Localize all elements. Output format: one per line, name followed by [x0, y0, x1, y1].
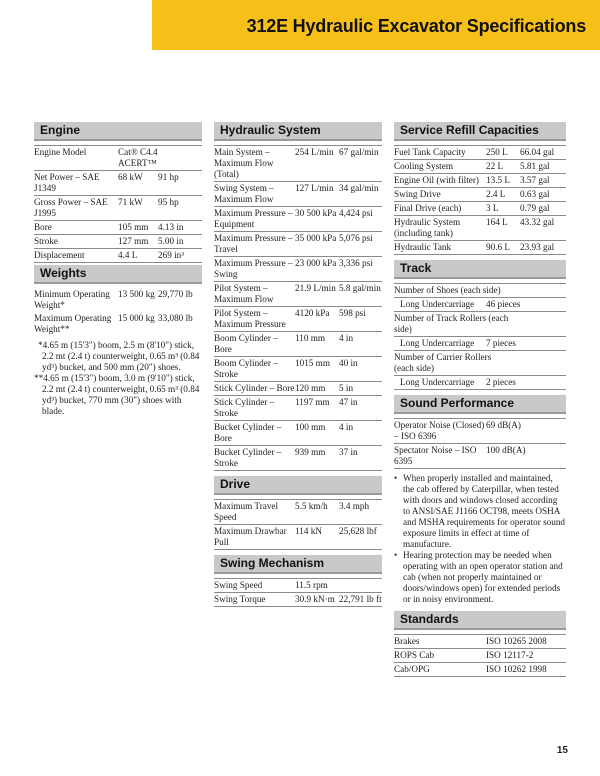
weights-notes — [34, 340, 202, 417]
row-value: 69 dB(A) — [486, 420, 521, 430]
row-value: 5.81 gal — [520, 161, 550, 171]
engine-section — [34, 122, 202, 263]
table-row — [394, 284, 566, 298]
table-row — [214, 446, 382, 471]
row-label: Maximum Pressure – Equipment — [214, 208, 293, 229]
row-value: 90.6 L — [486, 242, 510, 252]
row-value: 7 pieces — [486, 338, 516, 348]
table-row — [34, 171, 202, 196]
row-label: Long Undercarriage — [400, 377, 475, 387]
row-label: Swing Drive — [394, 189, 441, 199]
row-value: 22 L — [486, 161, 504, 171]
row-value: 1197 mm — [295, 397, 330, 407]
row-label: Swing System – Maximum Flow — [214, 183, 274, 204]
table-row — [34, 221, 202, 235]
row-label: Bucket Cylinder – Stroke — [214, 447, 282, 468]
row-value: 1015 mm — [295, 358, 330, 368]
sound-notes — [394, 473, 566, 605]
table-row — [394, 160, 566, 174]
row-value: 5.00 in — [158, 236, 184, 246]
row-value: 254 L/min — [295, 147, 334, 157]
row-value: ISO 12117-2 — [486, 650, 534, 660]
row-value: 3.57 gal — [520, 175, 550, 185]
table-row — [214, 421, 382, 446]
row-label: Swing Torque — [214, 594, 266, 604]
standards-section — [394, 611, 566, 677]
row-value — [158, 147, 202, 169]
swing-table — [214, 578, 382, 607]
row-value: 15 000 kg — [118, 313, 155, 323]
row-label: Maximum Operating Weight** — [34, 313, 112, 334]
table-row — [34, 146, 202, 171]
row-value: 127 mm — [118, 236, 149, 246]
engine-header: Engine — [34, 122, 202, 141]
row-value: 33,080 lb — [158, 313, 193, 323]
row-value: 23 000 kPa — [295, 258, 337, 268]
row-value: 2 pieces — [486, 377, 516, 387]
table-row — [214, 579, 382, 593]
table-row — [214, 382, 382, 396]
table-row — [34, 235, 202, 249]
row-label: Engine Oil (with filter) — [394, 175, 479, 185]
table-row — [214, 396, 382, 421]
weights-note: *4.65 m (15'3") boom, 2.5 m (8'10") stick, 2.2 mt (2.4 t) counterweight, 0.65 m³ (0.84 yd³) bucket, and 500 mm (20") shoes. — [38, 340, 200, 372]
row-label: Bore — [34, 222, 52, 232]
drive-table — [214, 499, 382, 550]
row-value: 30 500 kPa — [295, 208, 337, 218]
row-label: Number of Shoes (each side) — [394, 285, 501, 295]
hydraulic-header: Hydraulic System — [214, 122, 382, 141]
row-label: Pilot System – Maximum Pressure — [214, 308, 286, 329]
swing-header: Swing Mechanism — [214, 555, 382, 574]
row-value: 269 in³ — [158, 250, 184, 260]
column-left — [34, 122, 202, 417]
table-row — [214, 500, 382, 525]
table-row — [394, 419, 566, 444]
table-row — [394, 351, 566, 376]
row-value: 114 kN — [295, 526, 322, 536]
row-label: Cab/OPG — [394, 664, 430, 674]
table-row — [394, 649, 566, 663]
row-label: Spectator Noise – ISO 6395 — [394, 445, 477, 466]
table-row — [214, 307, 382, 332]
row-value — [511, 285, 566, 296]
row-label: Long Undercarriage — [400, 299, 475, 309]
swing-section — [214, 555, 382, 607]
weights-table — [34, 288, 202, 336]
table-row — [214, 207, 382, 232]
row-value: 3.4 mph — [339, 501, 370, 511]
row-value: 91 hp — [158, 172, 179, 182]
row-value: 4 in — [339, 333, 354, 343]
table-row — [34, 196, 202, 221]
table-row — [34, 288, 202, 312]
row-value: 30.9 kN·m — [295, 594, 335, 604]
sound-section — [394, 395, 566, 605]
table-row — [394, 174, 566, 188]
table-row — [214, 332, 382, 357]
standards-header: Standards — [394, 611, 566, 630]
row-value: 3,336 psi — [339, 258, 373, 268]
row-value: 100 dB(A) — [486, 445, 526, 455]
refill-table — [394, 145, 566, 255]
row-label: Bucket Cylinder – Bore — [214, 422, 282, 443]
row-value: 5,076 psi — [339, 233, 373, 243]
row-value: 4,424 psi — [339, 208, 373, 218]
table-row — [394, 146, 566, 160]
row-value: 4.13 in — [158, 222, 184, 232]
row-value: 35 000 kPa — [295, 233, 337, 243]
row-label: Maximum Pressure – Travel — [214, 233, 293, 254]
row-label: Stroke — [34, 236, 58, 246]
weights-header: Weights — [34, 265, 202, 284]
track-section — [394, 260, 566, 390]
table-row — [394, 216, 566, 241]
row-label: Boom Cylinder – Bore — [214, 333, 278, 354]
row-label: Boom Cylinder – Stroke — [214, 358, 278, 379]
row-value: 3 L — [486, 203, 499, 213]
table-row — [214, 593, 382, 607]
refill-section — [394, 122, 566, 255]
row-value: Cat® C4.4 ACERT™ — [118, 147, 158, 168]
table-row — [394, 188, 566, 202]
row-value: 23.93 gal — [520, 242, 555, 252]
row-label: Brakes — [394, 636, 420, 646]
row-value — [511, 313, 566, 335]
row-value: 120 mm — [295, 383, 326, 393]
row-value: 164 L — [486, 217, 508, 227]
hydraulic-table — [214, 145, 382, 471]
row-value: 0.63 gal — [520, 189, 550, 199]
row-label: Net Power – SAE J1349 — [34, 172, 100, 193]
table-row — [394, 312, 566, 337]
table-row — [394, 635, 566, 649]
standards-table — [394, 634, 566, 677]
row-label: Pilot System – Maximum Flow — [214, 283, 274, 304]
row-label: ROPS Cab — [394, 650, 435, 660]
row-value: 105 mm — [118, 222, 149, 232]
row-value — [339, 580, 382, 591]
table-row — [394, 241, 566, 255]
weights-note: **4.65 m (15'3") boom, 3.0 m (9'10") stick, 2.2 mt (2.4 t) counterweight, 0.65 m³ (0.84 yd³) bucket, 770 mm (30") shoes with blade. — [34, 373, 200, 416]
row-label: Final Drive (each) — [394, 203, 462, 213]
weights-section — [34, 265, 202, 417]
row-value: 0.79 gal — [520, 203, 550, 213]
table-row — [34, 312, 202, 336]
hydraulic-section — [214, 122, 382, 471]
row-value: 46 pieces — [486, 299, 521, 309]
row-label: Hydraulic System (including tank) — [394, 217, 461, 238]
sound-note: • Hearing protection may be needed when operating with an open operator station and cab (when not properly maintained or doors/windows open) for extended periods or in noisy environment. — [394, 550, 566, 605]
row-value: 37 in — [339, 447, 358, 457]
row-label: Number of Track Rollers (each side) — [394, 313, 509, 334]
drive-section — [214, 476, 382, 550]
row-label: Cooling System — [394, 161, 453, 171]
row-label: Fuel Tank Capacity — [394, 147, 466, 157]
title-banner — [152, 0, 600, 50]
column-middle — [214, 122, 382, 607]
table-row — [214, 282, 382, 307]
row-label: Maximum Drawbar Pull — [214, 526, 287, 547]
row-value: 250 L — [486, 147, 508, 157]
row-label: Swing Speed — [214, 580, 263, 590]
table-row — [214, 182, 382, 207]
engine-table — [34, 145, 202, 263]
table-row — [214, 257, 382, 282]
row-label: Displacement — [34, 250, 85, 260]
page-number: 15 — [556, 745, 568, 756]
row-value: 34 gal/min — [339, 183, 379, 193]
row-label: Hydraulic Tank — [394, 242, 452, 252]
row-label: Maximum Travel Speed — [214, 501, 279, 522]
row-value: 67 gal/min — [339, 147, 379, 157]
row-value: 11.5 rpm — [295, 580, 328, 590]
row-value: 43.32 gal — [520, 217, 555, 227]
table-row — [394, 298, 566, 312]
track-header: Track — [394, 260, 566, 279]
row-value: 47 in — [339, 397, 358, 407]
row-value: 40 in — [339, 358, 358, 368]
row-label: Stick Cylinder – Stroke — [214, 397, 275, 418]
sound-header: Sound Performance — [394, 395, 566, 414]
row-value: ISO 10262 1998 — [486, 664, 547, 674]
table-row — [214, 146, 382, 182]
table-row — [394, 663, 566, 677]
row-value: 939 mm — [295, 447, 326, 457]
row-value: 29,770 lb — [158, 289, 193, 299]
table-row — [34, 249, 202, 263]
track-table — [394, 283, 566, 390]
row-value: 21.9 L/min — [295, 283, 336, 293]
row-label: Number of Carrier Rollers (each side) — [394, 352, 492, 373]
table-row — [394, 376, 566, 390]
row-value: 13.5 L — [486, 175, 510, 185]
row-value: 13 500 kg — [118, 289, 155, 299]
sound-table — [394, 418, 566, 469]
row-value: 5 in — [339, 383, 354, 393]
table-row — [394, 337, 566, 351]
table-row — [214, 232, 382, 257]
sound-note: • When properly installed and maintained, the cab offered by Caterpillar, when tested with doors and windows closed according to ANSI/SAE J1166 OCT98, meets OSHA and MSHA requirements for operator sound exposure limits in effect at time of manufacture. — [394, 473, 566, 550]
row-value: 5.5 km/h — [295, 501, 328, 511]
page-title: 312E Hydraulic Excavator Specifications — [246, 16, 586, 36]
row-label: Minimum Operating Weight* — [34, 289, 110, 310]
row-value: 2.4 L — [486, 189, 506, 199]
row-value: 598 psi — [339, 308, 366, 318]
table-row — [214, 357, 382, 382]
row-value: 25,628 lbf — [339, 526, 377, 536]
row-value: 66.04 gal — [520, 147, 555, 157]
column-right — [394, 122, 566, 677]
row-label: Engine Model — [34, 147, 87, 157]
row-label: Maximum Pressure – Swing — [214, 258, 293, 279]
row-label: Gross Power – SAE J1995 — [34, 197, 108, 218]
drive-header: Drive — [214, 476, 382, 495]
row-value: 71 kW — [118, 197, 143, 207]
refill-header: Service Refill Capacities — [394, 122, 566, 141]
row-value: 5.8 gal/min — [339, 283, 381, 293]
row-value — [511, 352, 566, 374]
row-value: 4 in — [339, 422, 354, 432]
row-value: 110 mm — [295, 333, 326, 343]
row-label: Stick Cylinder – Bore — [214, 383, 295, 393]
row-value: 4.4 L — [118, 250, 138, 260]
row-value: 22,791 lb ft — [339, 594, 382, 604]
table-row — [214, 525, 382, 550]
row-value: 4120 kPa — [295, 308, 330, 318]
table-row — [394, 202, 566, 216]
row-label: Long Undercarriage — [400, 338, 475, 348]
table-row — [394, 444, 566, 469]
row-label: Operator Noise (Closed) – ISO 6396 — [394, 420, 485, 441]
row-value: 68 kW — [118, 172, 143, 182]
row-value: 95 hp — [158, 197, 179, 207]
row-value: 100 mm — [295, 422, 326, 432]
row-value: 127 L/min — [295, 183, 334, 193]
row-value: ISO 10265 2008 — [486, 636, 547, 646]
row-label: Main System – Maximum Flow (Total) — [214, 147, 274, 179]
